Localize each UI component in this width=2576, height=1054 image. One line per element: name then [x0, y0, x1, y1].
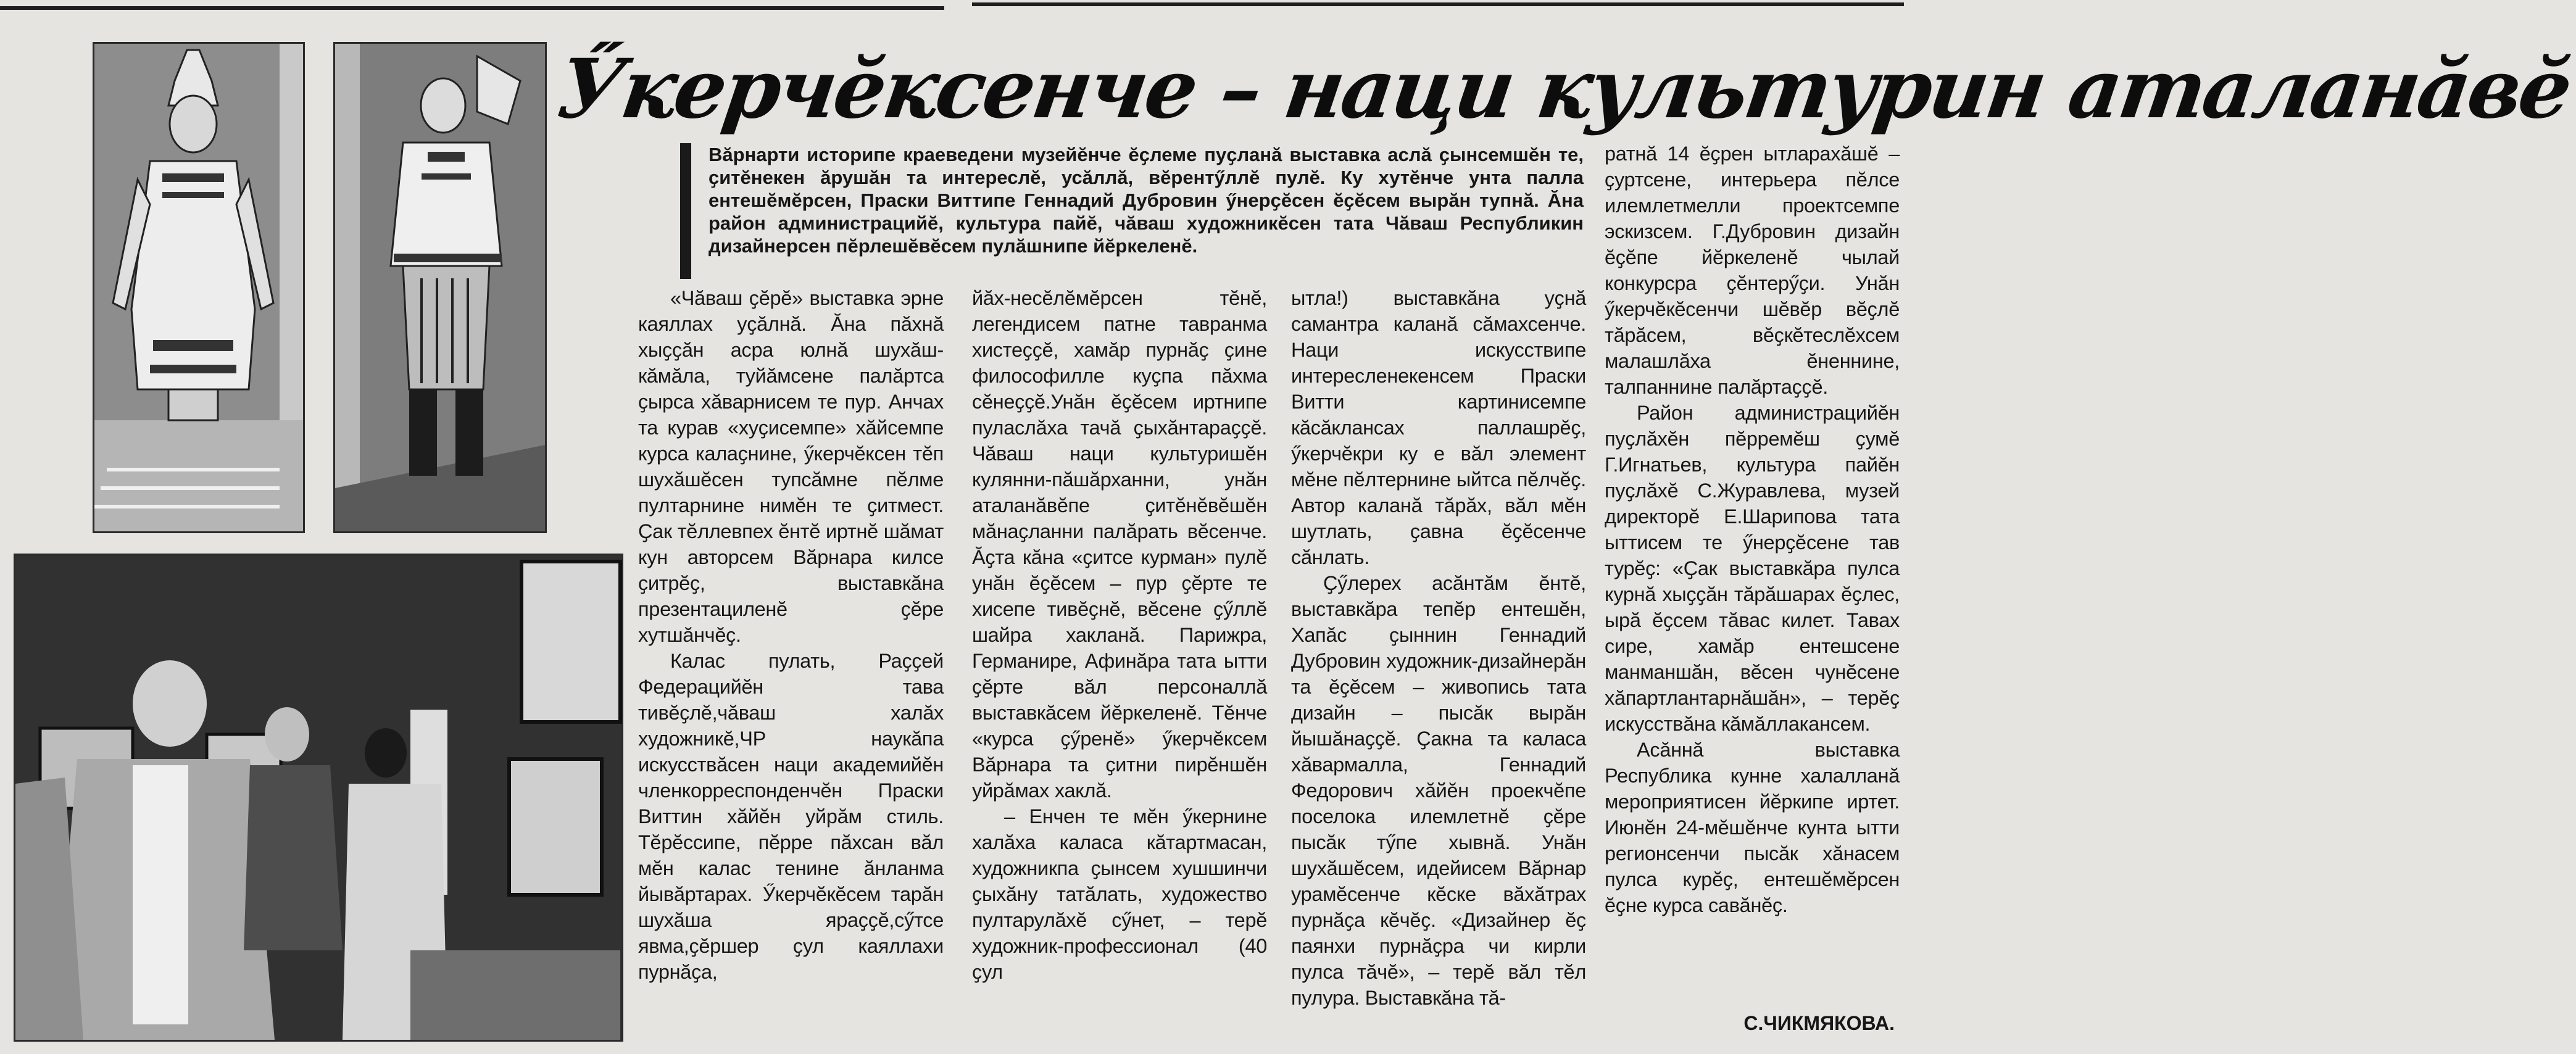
- byline: С.ЧИКМЯКОВА.: [1743, 1012, 1895, 1034]
- col3-paragraph: ытла!) выставкӑна уҫнӑ самантра каланӑ сӑмахсенче. Наци искусствипе интересленекенсем Праски Витти картинисемпе кӑсӑклансах паллашрӗҫ, ӳкерчӗкри ку е вӑл элемент мӗне пӗлтернине ыйтса пӗлчӗҫ. Автор каланӑ тӑрӑх, вӑл мӗн шутлать, ҫавна ӗҫӗсенче сӑнлать.: [1291, 287, 1586, 568]
- top-rule-left: [0, 6, 944, 10]
- column-3: [1291, 285, 1586, 1011]
- painting-woman-svg: [94, 44, 303, 531]
- exhibition-photo-svg: [15, 555, 621, 1040]
- col4-paragraph: Асӑннӑ выставка Республика кунне халалланӑ мероприятисен йӗркипе иртет. Июнӗн 24-мӗшӗнче кунта ытти регионсенчи пысӑк хӑнасем пулса курӗҫ, ентешӗмӗрсен ӗҫне курса савӑнӗҫ.: [1605, 739, 1900, 916]
- headline: Ӳкерчӗксенче – наци культурин аталанӑвӗ: [552, 41, 2576, 137]
- exhibition-photo: [14, 554, 623, 1042]
- column-4: [1605, 141, 1900, 918]
- column-2: [972, 285, 1267, 985]
- col4-paragraph: ратнӑ 14 ӗҫрен ытларахӑшӗ – ҫуртсене, интерьера пӗлсе илемлетмелли проектсемпе эскизсем. Г.Дубровин дизайн ӗҫӗпе йӗркеленӗ чылай конкурсра ҫӗнтерӳҫи. Унӑн ӳкерчӗкӗсенчи шӗвӗр вӗҫлӗ тӑрӑсем, вӗҫкӗтеслӗхсем малашлӑха ӗненнине, талпаннине палӑртаҫҫӗ.: [1605, 143, 1900, 398]
- lead-bar: [680, 143, 691, 279]
- column-1: [638, 285, 944, 985]
- col2-paragraph: йӑх-несӗлӗмӗрсен тӗнӗ, легендисем патне тавранма хистеҫҫӗ, хамӑр пурнӑҫ ҫине философилле куҫпа пӑхма сӗнеҫҫӗ.Унӑн ӗҫӗсем иртнипе пуласлӑха тачӑ ҫыхӑнтараҫҫӗ. Чӑваш наци культуришӗн кулянни-пӑшӑрханни, унӑн аталанӑвӗпе ҫитӗнӗвӗшӗн мӑнаҫланни палӑрать вӗсенче. Ӑҫта кӑна «ҫитсе курман» пулӗ унӑн ӗҫӗсем – пур ҫӗрте те хисепе тивӗҫнӗ, вӗсене ҫӳллӗ шайра хакланӑ. Парижра, Германире, Афинӑра тата ытти ҫӗрте вӑл персоналлӑ выставкӑсем йӗркеленӗ. Тӗнче «курса ҫӳренӗ» ӳкерчӗксем Вӑрнара та ҫитни пирӗншӗн уйрӑмах хаклӑ.: [972, 287, 1267, 802]
- painting-man-svg: [335, 44, 545, 531]
- col1-paragraph: «Чӑваш ҫӗрӗ» выставка эрне каяллах уҫӑлнӑ. Ӑна пӑхнӑ хыҫҫӑн асра юлнӑ шухӑш-кӑмӑла, туйӑмсене палӑртса ҫырса хӑварнисем те пур. Анчах та курав «хуҫисемпе» хӑйсемпе курса калаҫнине, ӳкерчӗксен тӗп шухӑшӗсен тупсӑмне пӗлме пултарнине нимӗн те ҫитмест. Ҫак тӗллевпех ӗнтӗ иртнӗ шӑмат кун авторсем Вӑрнара килсе ҫитрӗҫ, выставкӑна презентациленӗ ҫӗре хутшӑнчӗҫ.: [638, 287, 944, 646]
- top-rule-right: [972, 2, 1904, 6]
- painting-woman-costume: [93, 42, 305, 533]
- col2-paragraph: – Енчен те мӗн ӳкернине халӑха каласа кӑтартмасан, художникпа ҫынсем хушшинчи ҫыхӑну татӑлать, художество пултарулӑхӗ сӳнет, – терӗ художник-профессионал (40 ҫул: [972, 805, 1267, 983]
- col1-paragraph: Калас пулать, Раҫҫей Федерацийӗн тава тивӗҫлӗ,чӑваш халӑх художникӗ,ЧР наукӑпа искусствӑсен наци академийӗн членкорреспонденчӗн Праски Виттин хӑйӗн уйрӑм стиль. Тӗрӗссипе, пӗрре пӑхсан вӑл мӗн калас тенине ӑнланма йывӑртарах. Ӳкерчӗкӗсем тарӑн шухӑша яраҫҫӗ,сӳтсе явма,ҫӗршер ҫул каяллахи пурнӑҫа,: [638, 650, 944, 983]
- col4-paragraph: Район администрацийӗн пуҫлӑхӗн пӗрремӗш ҫумӗ Г.Игнатьев, культура пайӗн пуҫлӑхӗ С.Журавлева, музей директорӗ Е.Шарипова тата ыттисем те ӳнерҫӗсене тав турӗҫ: «Ҫак выставкӑра пулса курнӑ хыҫҫӑн тӑрӑшарах ӗҫлес, ырӑ ӗҫсем тӑвас килет. Тавах сире, хамӑр ентешсене манманшӑн, вӗсен чунӗсене хӑпартлантарнӑшӑн», – терӗҫ искусствӑна кӑмӑллакансем.: [1605, 402, 1900, 735]
- col3-paragraph: Ҫӳлерех асӑнтӑм ӗнтӗ, выставкӑра тепӗр ентешӗн, Хапӑс ҫыннин Геннадий Дубровин художник-дизайнерӑн та ӗҫӗсем – живопись тата дизайн – пысӑк вырӑн йышӑнаҫҫӗ. Ҫакна та каласа хӑвармалла, Геннадий Федорович хӑйӗн проекчӗпе поселока илемлетнӗ ҫӗре пысӑк тӳпе хывнӑ. Унӑн шухӑшӗсем, идейисем Вӑрнар урамӗсенче кӗске вӑхӑтрах пурнӑҫа кӗчӗҫ. «Дизайнер ӗҫ паянхи пурнӑҫра чи кирли пулса тӑчӗ», – терӗ вӑл тӗл пулура. Выставкӑна тӑ-: [1291, 572, 1586, 1009]
- lead-paragraph: Вӑрнарти историпе краеведени музейӗнче ӗҫлеме пуҫланӑ выставка аслӑ ҫынсемшӗн те, ҫитӗнекен ӑрушӑн та интереслӗ, усӑллӑ, вӗрентӳллӗ пулӗ. Ку хутӗнче унта палла ентешӗмӗрсен, Праски Виттипе Геннадий Дубровин ӳнерҫӗсен ӗҫӗсем вырӑн тупнӑ. Ӑна район администрацийӗ, культура пайӗ, чӑваш художникӗсен тата Чӑваш Республикин дизайнерсен пӗрлешӗвӗсем пулӑшнипе йӗркеленӗ.: [708, 144, 1584, 257]
- painting-man-costume: [333, 42, 547, 533]
